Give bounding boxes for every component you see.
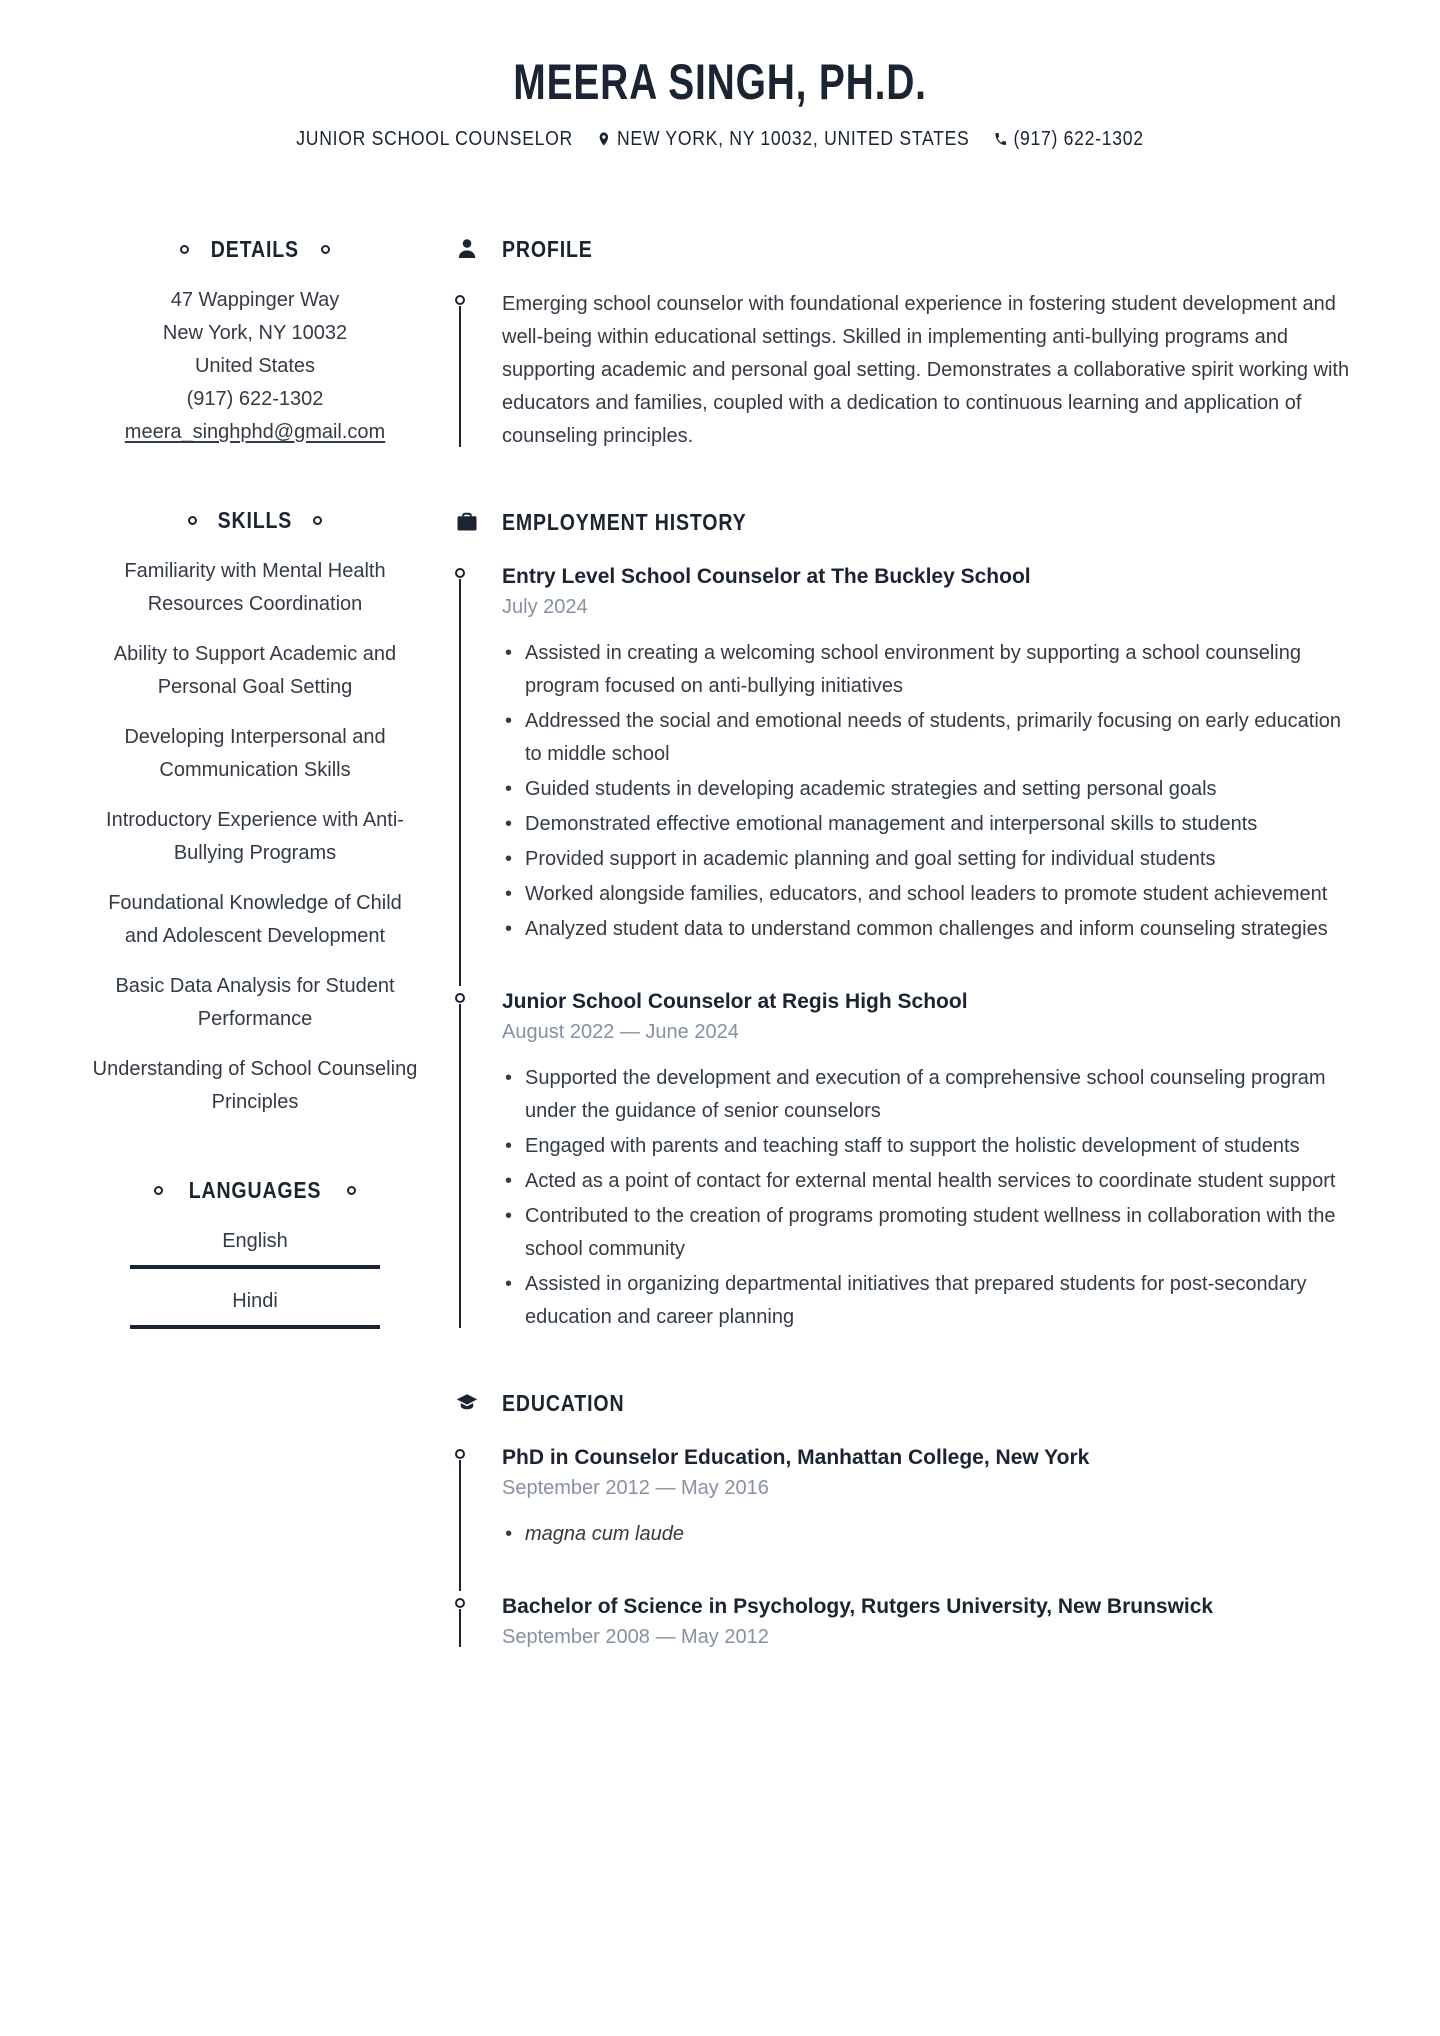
job-date: August 2022 — June 2024 bbox=[502, 1021, 739, 1043]
education-date: September 2012 — May 2016 bbox=[502, 1477, 769, 1499]
details-section bbox=[90, 234, 420, 449]
profile-text: Emerging school counselor with foundational experience in fostering student development and well-being within educational settings. Skilled in implementing anti-bullying programs and supporting academic and personal goal setting. Demonstrates a collaborative spirit working with educators and families, coupled with a dedication to continuous learning and application of counseling principles. bbox=[502, 293, 1350, 447]
job-entry bbox=[502, 986, 1350, 1334]
details-heading bbox=[90, 234, 420, 264]
job-bullet: • Guided students in developing academic strategies and setting personal goals bbox=[502, 773, 1350, 806]
job-title-line: Entry Level School Counselor at The Buckley School bbox=[502, 565, 1031, 588]
phone-icon bbox=[993, 131, 1007, 147]
ring-icon bbox=[188, 516, 197, 525]
skills-heading-text: SKILLS bbox=[217, 507, 293, 533]
job-entry bbox=[502, 561, 1350, 946]
main-column bbox=[455, 234, 1350, 1667]
ring-icon bbox=[321, 245, 330, 254]
job-bullets bbox=[502, 1062, 1350, 1334]
phone-number: (917) 622-1302 bbox=[186, 388, 324, 410]
language-name: Hindi bbox=[232, 1290, 278, 1312]
job-bullet: • Contributed to the creation of programs promoting student wellness in collaboration with the school community bbox=[502, 1200, 1350, 1266]
header-location-text: NEW YORK, NY 10032, UNITED STATES bbox=[616, 128, 970, 150]
employment-iconbox bbox=[455, 510, 502, 534]
content-grid bbox=[90, 234, 1350, 1667]
employment-section bbox=[455, 507, 1350, 1334]
ring-icon bbox=[313, 516, 322, 525]
job-bullet: • Assisted in creating a welcoming school environment by supporting a school counseling program focused on anti-bullying initiatives bbox=[502, 637, 1350, 703]
skill-item: Introductory Experience with Anti-Bullying Programs bbox=[106, 809, 404, 864]
employment-heading bbox=[455, 507, 1350, 537]
languages-list bbox=[90, 1225, 420, 1329]
skill-item: Basic Data Analysis for Student Performance bbox=[115, 975, 395, 1030]
skill-item: Developing Interpersonal and Communication Skills bbox=[124, 726, 386, 781]
education-title-line: Bachelor of Science in Psychology, Rutgers University, New Brunswick bbox=[502, 1595, 1214, 1618]
education-section bbox=[455, 1388, 1350, 1653]
skill-item: Ability to Support Academic and Personal Goal Setting bbox=[113, 643, 397, 698]
profile-heading-text: PROFILE bbox=[502, 236, 593, 262]
skill-item: Familiarity with Mental Health Resources Coordination bbox=[124, 560, 386, 615]
language-proficiency-bar bbox=[130, 1325, 380, 1329]
job-bullet: • Provided support in academic planning and goal setting for individual students bbox=[502, 843, 1350, 876]
job-bullet: • Addressed the social and emotional needs of students, primarily focusing on early education to middle school bbox=[502, 705, 1350, 771]
education-entry bbox=[502, 1591, 1350, 1653]
language-proficiency-bar bbox=[130, 1265, 380, 1269]
briefcase-icon bbox=[455, 510, 479, 534]
ring-icon bbox=[347, 1186, 356, 1195]
header-phone bbox=[993, 126, 1143, 152]
languages-heading-text: LANGUAGES bbox=[188, 1177, 322, 1203]
profile-entry bbox=[502, 288, 1350, 453]
job-bullet: • Assisted in organizing departmental initiatives that prepared students for post-secondary education and career planning bbox=[502, 1268, 1350, 1334]
skill-item: Understanding of School Counseling Principles bbox=[92, 1058, 418, 1113]
header-location bbox=[597, 126, 970, 152]
job-title bbox=[296, 126, 573, 152]
job-bullet: • Engaged with parents and teaching staff to support the holistic development of students bbox=[502, 1130, 1350, 1163]
profile-entries bbox=[502, 288, 1350, 453]
job-title-line: Junior School Counselor at Regis High School bbox=[502, 990, 968, 1013]
education-iconbox bbox=[455, 1391, 502, 1415]
candidate-name-text: MEERA SINGH, PH.D. bbox=[513, 54, 927, 110]
education-heading-text: EDUCATION bbox=[502, 1390, 625, 1416]
person-icon bbox=[455, 237, 479, 261]
address-line: 47 Wappinger Way bbox=[170, 289, 340, 311]
employment-heading-text: EMPLOYMENT HISTORY bbox=[502, 509, 747, 535]
skills-section bbox=[90, 505, 420, 1119]
profile-heading bbox=[455, 234, 1350, 264]
profile-section bbox=[455, 234, 1350, 453]
job-title-text: JUNIOR SCHOOL COUNSELOR bbox=[296, 128, 573, 150]
email-link[interactable]: meera_singhphd@gmail.com bbox=[124, 421, 386, 443]
education-heading bbox=[455, 1388, 1350, 1418]
skills-list bbox=[90, 555, 420, 1119]
education-bullets bbox=[502, 1518, 1350, 1551]
details-heading-text: DETAILS bbox=[210, 236, 300, 262]
header-phone-text: (917) 622-1302 bbox=[1013, 128, 1144, 150]
address-line: United States bbox=[194, 355, 316, 377]
skill-item: Foundational Knowledge of Child and Adolescent Development bbox=[108, 892, 402, 947]
skills-heading bbox=[90, 505, 420, 535]
job-bullet: • Acted as a point of contact for external mental health services to coordinate student support bbox=[502, 1165, 1350, 1198]
candidate-name bbox=[90, 54, 1350, 110]
address-line: New York, NY 10032 bbox=[162, 322, 348, 344]
education-title-line: PhD in Counselor Education, Manhattan College, New York bbox=[502, 1446, 1090, 1469]
education-bullet: • magna cum laude bbox=[502, 1518, 1350, 1551]
header-contact-row bbox=[166, 126, 1275, 152]
job-date: July 2024 bbox=[502, 596, 588, 618]
profile-iconbox bbox=[455, 237, 502, 261]
job-bullets bbox=[502, 637, 1350, 946]
address-block bbox=[90, 284, 420, 449]
job-bullet: • Analyzed student data to understand common challenges and inform counseling strategies bbox=[502, 913, 1350, 946]
job-entries bbox=[502, 561, 1350, 1334]
map-pin-icon bbox=[597, 131, 611, 147]
education-entry bbox=[502, 1442, 1350, 1551]
education-date: September 2008 — May 2012 bbox=[502, 1626, 769, 1648]
ring-icon bbox=[154, 1186, 163, 1195]
job-bullet: • Worked alongside families, educators, and school leaders to promote student achievement bbox=[502, 878, 1350, 911]
education-entries bbox=[502, 1442, 1350, 1653]
language-item bbox=[90, 1225, 420, 1269]
languages-heading bbox=[90, 1175, 420, 1205]
language-item bbox=[90, 1285, 420, 1329]
sidebar bbox=[90, 234, 420, 1385]
languages-section bbox=[90, 1175, 420, 1329]
ring-icon bbox=[180, 245, 189, 254]
job-bullet: • Supported the development and execution of a comprehensive school counseling program under the guidance of senior counselors bbox=[502, 1062, 1350, 1128]
job-bullet: • Demonstrated effective emotional management and interpersonal skills to students bbox=[502, 808, 1350, 841]
language-name: English bbox=[222, 1230, 288, 1252]
graduation-cap-icon bbox=[455, 1391, 479, 1415]
